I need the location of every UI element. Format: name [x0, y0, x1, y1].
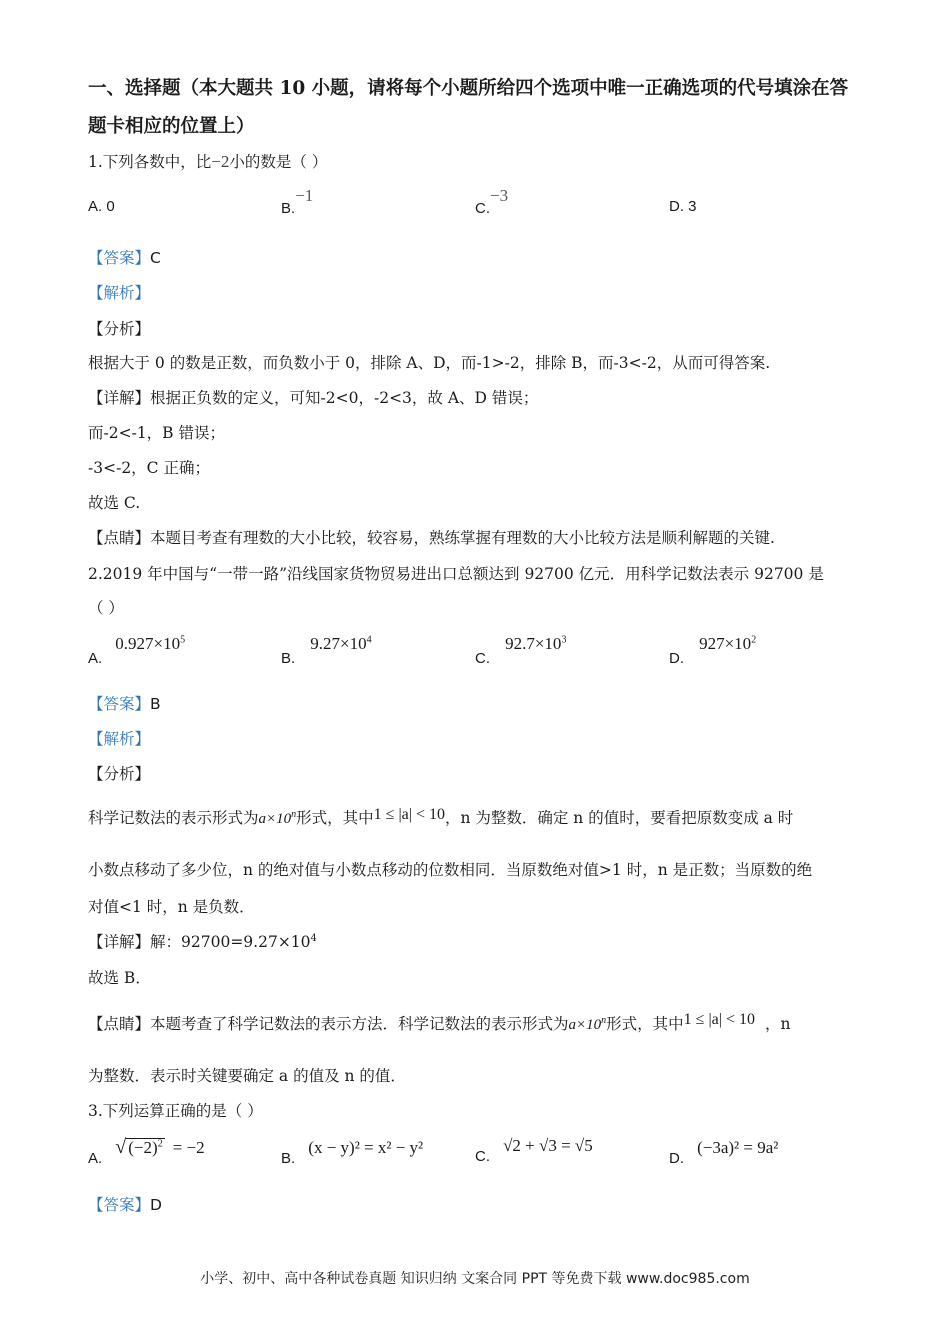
q2-comment-line1: 【点睛】本题考查了科学记数法的表示方法．科学记数法的表示形式为$a\times 10^n$形式，其中1 ≤ |a| < 10 ，n: [88, 1011, 791, 1033]
q1-detail-3: -3<-2，C 正确；: [88, 459, 210, 477]
section-title-line1: 一、选择题（本大题共 10 小题，请将每个小题所给四个选项中唯一正确选项的代号填涂在答: [88, 78, 849, 99]
q1-comment: 【点睛】本题目考查有理数的大小比较，较容易，熟练掌握有理数的大小比较方法是顺利解题的关键.: [88, 529, 775, 547]
q1-stem: 1.下列各数中，比−2小的数是（ ）: [88, 152, 328, 171]
q1-fenxi-label: 【分析】: [88, 320, 151, 338]
q2-option-c: C. $92.7\times 10^3$: [475, 634, 567, 667]
q1-answer: 【答案】C: [88, 249, 161, 267]
q1-fenxi-text: 根据大于 0 的数是正数，而负数小于 0，排除 A、D，而-1>-2，排除 B，而-3<-2，从而可得答案.: [88, 354, 771, 372]
q3-option-d: D. (−3a)² = 9a²: [669, 1138, 779, 1167]
q1-option-d: D. 3: [669, 198, 697, 215]
page-footer: 小学、初中、高中各种试卷真题 知识归纳 文案合同 PPT 等免费下载 www.doc985.com: [200, 1271, 750, 1287]
q2-option-b: B. $9.27\times 10^4$: [281, 634, 372, 667]
q2-stem-line1: 2.2019 年中国与“一带一路”沿线国家货物贸易进出口总额达到 92700 亿元．用科学记数法表示 92700 是: [88, 565, 824, 583]
section-title-line2: 题卡相应的位置上）: [88, 116, 255, 137]
q1-detail-2: 而-2<-1，B 错误；: [88, 424, 226, 442]
q3-stem: 3.下列运算正确的是（ ）: [88, 1102, 263, 1120]
q2-fenxi-line2: 小数点移动了多少位，n 的绝对值与小数点移动的位数相同．当原数绝对值>1 时，n 是正数；当原数的绝: [88, 861, 813, 879]
q2-answer: 【答案】B: [88, 695, 161, 713]
q1-detail-1: 【详解】根据正负数的定义，可知-2<0，-2<3，故 A、D 错误；: [88, 389, 539, 407]
q3-answer: 【答案】D: [88, 1196, 162, 1214]
q2-detail-2: 故选 B．: [88, 969, 151, 987]
q1-option-c: C.−3: [475, 186, 509, 217]
q3-option-b: B. (x − y)² = x² − y²: [281, 1138, 424, 1167]
q2-option-d: D. $927\times 10^2$: [669, 634, 757, 667]
q2-comment-line2: 为整数．表示时关键要确定 a 的值及 n 的值．: [88, 1067, 406, 1085]
q2-fenxi-line3: 对值<1 时，n 是负数．: [88, 898, 255, 916]
q1-option-a: A. 0: [88, 198, 115, 215]
q2-stem-line2: （ ）: [88, 599, 124, 617]
q1-analysis-label: 【解析】: [88, 284, 151, 302]
q3-option-a: A. √ $(-2)^2 = -2$: [88, 1136, 205, 1167]
q1-detail-4: 故选 C.: [88, 494, 141, 512]
q1-option-b: B.−1: [281, 186, 314, 217]
q2-analysis-label: 【解析】: [88, 730, 151, 748]
q3-option-c: C. √2 + √3 = √5: [475, 1136, 593, 1165]
q2-fenxi-line1: 科学记数法的表示形式为$a\times 10^n$形式，其中1 ≤ |a| < 10，n 为整数．确定 n 的值时，要看把原数变成 a 时: [88, 806, 794, 827]
q2-option-a: A. $0.927\times 10^5$: [88, 634, 186, 667]
q2-detail: 【详解】解：$92700=9.27\times 10^4$: [88, 932, 317, 951]
q2-fenxi-label: 【分析】: [88, 765, 151, 783]
